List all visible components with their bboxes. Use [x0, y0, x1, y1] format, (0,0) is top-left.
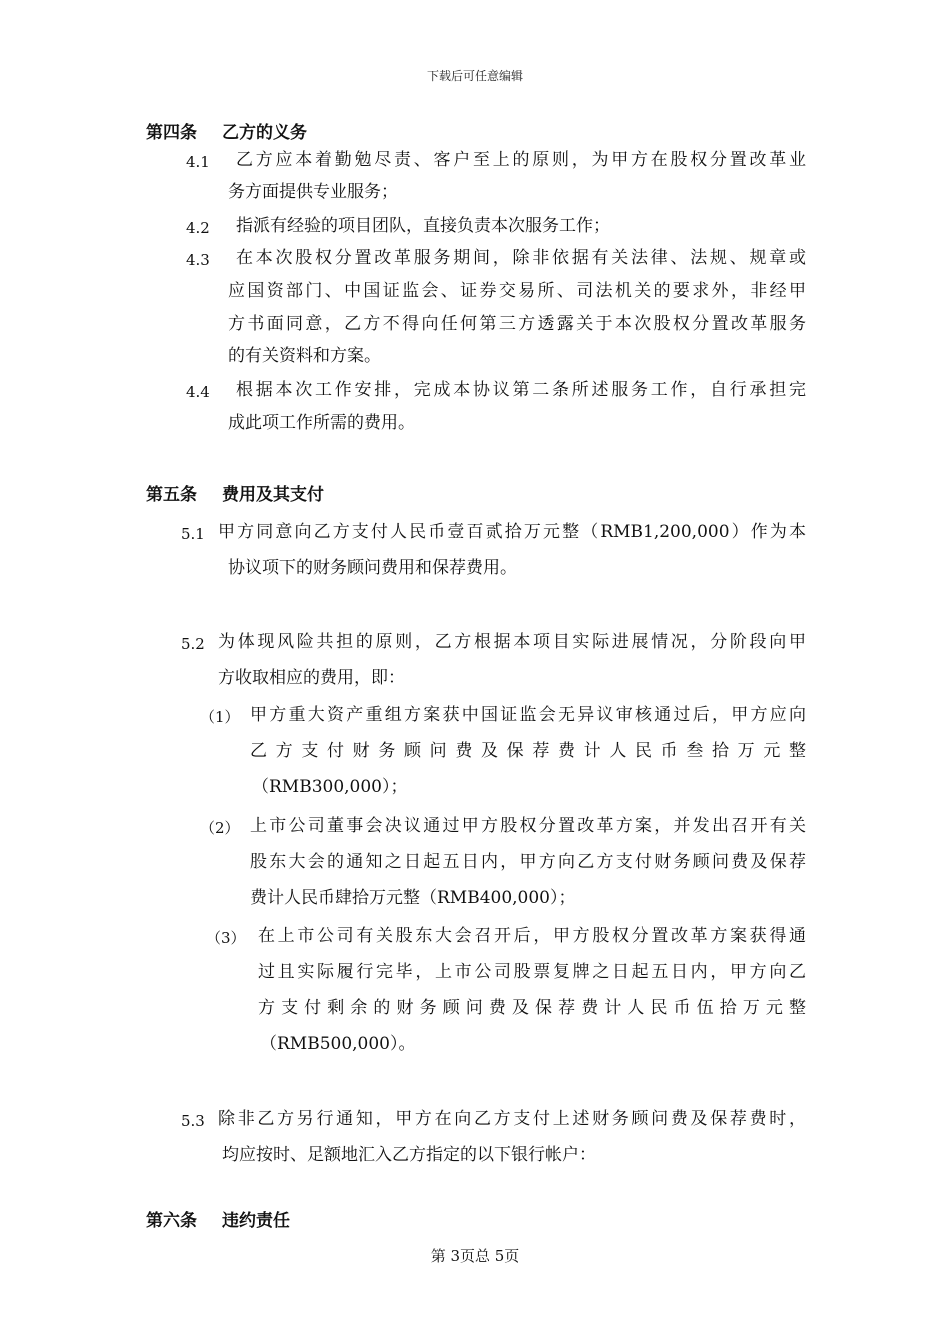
clause-5-1-line-1: 甲方同意向乙方支付人民币壹百贰拾万元整（RMB1,200,000）作为本 [218, 522, 806, 542]
clause-5-2-2-line-2: 股东大会的通知之日起五日内，甲方向乙方支付财务顾问费及保荐 [250, 852, 806, 872]
clause-4-3-number: 4.3 [186, 251, 210, 269]
clause-5-3-line-1: 除非乙方另行通知，甲方在向乙方支付上述财务顾问费及保荐费时， [218, 1109, 806, 1129]
clause-5-2-line-2: 方收取相应的费用，即： [218, 668, 405, 688]
clause-5-3-line-2: 均应按时、足额地汇入乙方指定的以下银行帐户： [222, 1145, 596, 1165]
article-5-number: 第五条 [146, 485, 197, 505]
clause-5-2-number: 5.2 [181, 635, 205, 653]
clause-5-2-1-line-1: 甲方重大资产重组方案获中国证监会无异议审核通过后，甲方应向 [250, 705, 806, 725]
clause-4-3-line-1: 在本次股权分置改革服务期间，除非依据有关法律、法规、规章或 [236, 248, 806, 268]
header-note: 下载后可任意编辑 [426, 69, 523, 83]
clause-5-1-line-2: 协议项下的财务顾问费用和保荐费用。 [228, 558, 517, 578]
clause-5-2-1-line-2: 乙方支付财务顾问费及保荐费计人民币叁拾万元整 [250, 741, 806, 761]
article-6-heading [146, 1206, 290, 1231]
clause-5-1-number: 5.1 [181, 525, 205, 543]
clause-4-1-line-2: 务方面提供专业服务； [228, 182, 398, 202]
clause-4-3-line-3: 方书面同意，乙方不得向任何第三方透露关于本次股权分置改革服务 [228, 314, 806, 334]
clause-4-1-number: 4.1 [186, 153, 210, 171]
article-4-number: 第四条 [146, 123, 197, 143]
clause-5-2-2-line-3: 费计人民币肆拾万元整（RMB400,000）； [250, 888, 576, 908]
clause-5-2-1-number: （1） [200, 708, 240, 726]
clause-4-3-line-2: 应国资部门、中国证监会、证券交易所、司法机关的要求外，非经甲 [228, 281, 806, 301]
clause-5-2-line-1: 为体现风险共担的原则，乙方根据本项目实际进展情况，分阶段向甲 [218, 632, 806, 652]
article-6-title: 违约责任 [222, 1211, 290, 1231]
clause-4-2-line-1: 指派有经验的项目团队，直接负责本次服务工作； [236, 216, 610, 236]
clause-4-4-line-2: 成此项工作所需的费用。 [228, 413, 415, 433]
clause-5-2-1-line-3: （RMB300,000）； [252, 777, 408, 797]
article-6-number: 第六条 [146, 1211, 197, 1231]
clause-5-2-3-line-2: 过且实际履行完毕，上市公司股票复牌之日起五日内，甲方向乙 [258, 962, 806, 982]
clause-5-2-3-line-1: 在上市公司有关股东大会召开后，甲方股权分置改革方案获得通 [258, 926, 806, 946]
page-footer: 第 3页总 5页 [430, 1247, 520, 1265]
article-5-heading [146, 480, 324, 505]
clause-4-4-line-1: 根据本次工作安排，完成本协议第二条所述服务工作，自行承担完 [236, 380, 806, 400]
clause-5-2-3-line-3: 方支付剩余的财务顾问费及保荐费计人民币伍拾万元整 [258, 998, 806, 1018]
clause-4-3-line-4: 的有关资料和方案。 [228, 346, 381, 366]
clause-5-2-3-line-4: （RMB500,000）。 [260, 1034, 416, 1054]
clause-5-2-3-number: （3） [206, 929, 246, 947]
article-4-heading [146, 118, 307, 143]
clause-5-3-number: 5.3 [181, 1112, 205, 1130]
article-4-title: 乙方的义务 [222, 123, 307, 143]
clause-5-2-2-number: （2） [200, 819, 240, 837]
clause-4-1-line-1: 乙方应本着勤勉尽责、客户至上的原则，为甲方在股权分置改革业 [236, 150, 806, 170]
clause-5-2-2-line-1: 上市公司董事会决议通过甲方股权分置改革方案，并发出召开有关 [250, 816, 806, 836]
clause-4-2-number: 4.2 [186, 219, 210, 237]
article-5-title: 费用及其支付 [222, 485, 324, 505]
clause-4-4-number: 4.4 [186, 383, 210, 401]
